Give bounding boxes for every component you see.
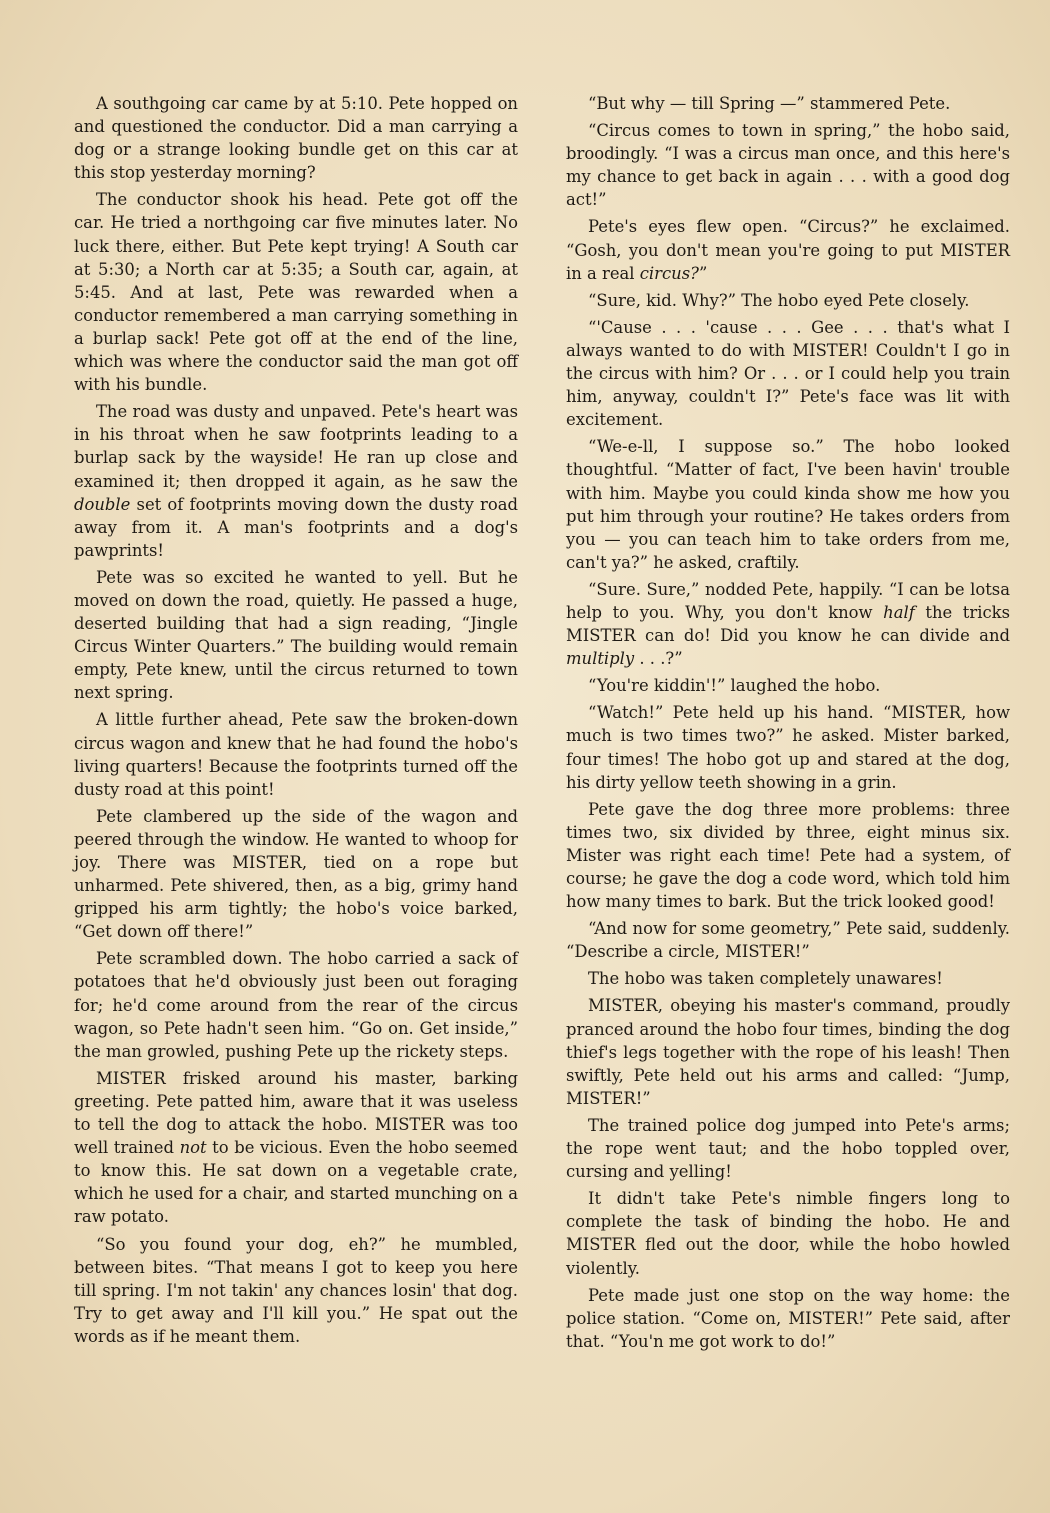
text-run: “So you found your dog, eh?” he mumbled, between bites. “That means I got to keep you here till spring. I'm not takin' any chances losin' that dog. Try to get away and I'll kill you.” He spat out the words as if he meant them. bbox=[74, 1234, 518, 1346]
text-run: to be vicious. Even the hobo seemed to know this. He sat down on a vegetable crate, which he used for a chair, and started munching on a raw potato. bbox=[74, 1138, 518, 1227]
story-paragraph bbox=[74, 805, 518, 944]
text-run: Pete scrambled down. The hobo carried a sack of potatoes that he'd obviously just been out foraging for; he'd come around from the rear of the circus wagon, so Pete hadn't seen him. “Go on. Get inside,” the man growled, pushing Pete up the rickety steps. bbox=[74, 949, 518, 1061]
text-run: “Circus comes to town in spring,” the hobo said, broodingly. “I was a circus man once, and this here's my chance to get back in again . . . with a good dog act!” bbox=[566, 121, 1010, 210]
text-run: the tricks MISTER can do! Did you know he can divide and bbox=[566, 602, 1010, 646]
story-paragraph bbox=[566, 1114, 1010, 1183]
right-text-column bbox=[566, 92, 1010, 1357]
italic-run: half bbox=[883, 602, 915, 622]
italic-run: not bbox=[179, 1138, 207, 1158]
story-paragraph bbox=[566, 1284, 1010, 1353]
left-text-column bbox=[74, 92, 518, 1352]
text-run: “We-e-ll, I suppose so.” The hobo looked thoughtful. “Matter of fact, I've been havin' trouble with him. Maybe you could kinda show me how you put him through your routine? He takes orders from you — you can teach him to take orders from me, can't ya?” he asked, craftily. bbox=[566, 437, 1010, 572]
story-paragraph bbox=[566, 994, 1010, 1109]
text-run: “Sure, kid. Why?” The hobo eyed Pete closely. bbox=[588, 290, 970, 310]
story-paragraph bbox=[566, 917, 1010, 963]
text-run: “You're kiddin'!” laughed the hobo. bbox=[588, 676, 881, 696]
story-paragraph bbox=[74, 1233, 518, 1348]
text-run: The hobo was taken completely unawares! bbox=[588, 969, 943, 989]
story-paragraph bbox=[74, 188, 518, 396]
text-run: Pete clambered up the side of the wagon and peered through the window. He wanted to whoop for joy. There was MISTER, tied on a rope but unharmed. Pete shivered, then, as a big, grimy hand gripped his arm tightly; the hobo's voice barked, “Get down off there!” bbox=[74, 806, 518, 942]
text-run: Pete was so excited he wanted to yell. But he moved on down the road, quietly. He passed a huge, deserted building that had a sign reading, “Jingle Circus Winter Quarters.” The building would remain empty, Pete knew, until the circus returned to town next spring. bbox=[74, 567, 518, 703]
italic-run: circus? bbox=[639, 263, 699, 283]
text-run: The conductor shook his head. Pete got off the car. He tried a northgoing car five minutes later. No luck there, either. But Pete kept trying! A South car at 5:30; a North car at 5:35; a South car, again, at 5:45. And at last, Pete was rewarded when a conductor remembered a man carrying something in a burlap sack! Pete got off at the end of the line, which was where the conductor said the man got off with his bundle. bbox=[74, 190, 518, 395]
text-run: . . .?” bbox=[634, 649, 683, 669]
story-paragraph bbox=[566, 1187, 1010, 1279]
text-run: “And now for some geometry,” Pete said, suddenly. “Describe a circle, MISTER!” bbox=[566, 919, 1010, 962]
text-run: Pete gave the dog three more problems: three times two, six divided by three, eight minus six. Mister was right each time! Pete had a system, of course; he gave the dog a code word, which told him how many times to bark. But the trick looked good! bbox=[566, 799, 1010, 912]
text-run: A southgoing car came by at 5:10. Pete hopped on and questioned the conductor. Did a man carrying a dog or a strange looking bundle get on this car at this stop yesterday morning? bbox=[74, 94, 518, 183]
story-paragraph bbox=[74, 947, 518, 1062]
italic-run: multiply bbox=[566, 649, 635, 669]
story-paragraph bbox=[566, 967, 1010, 990]
text-run: The trained police dog jumped into Pete's arms; the rope went taut; and the hobo toppled over, cursing and yelling! bbox=[566, 1115, 1010, 1182]
text-run: “But why — till Spring —” stammered Pete. bbox=[588, 94, 951, 113]
story-paragraph bbox=[74, 566, 518, 705]
text-run: “Watch!” Pete held up his hand. “MISTER, how much is two times two?” he asked. Mister barked, four times! The hobo got up and stared at the dog, his dirty yellow teeth showing in a grin. bbox=[566, 703, 1010, 792]
story-paragraph bbox=[566, 435, 1010, 574]
story-paragraph bbox=[74, 708, 518, 800]
story-paragraph bbox=[566, 674, 1010, 697]
story-paragraph bbox=[566, 215, 1010, 284]
text-run: The road was dusty and unpaved. Pete's heart was in his throat when he saw footprints leading to a burlap sack by the wayside! He ran up close and examined it; then dropped it again, as he saw the bbox=[74, 402, 518, 491]
text-run: ” bbox=[698, 263, 708, 283]
story-paragraph bbox=[566, 119, 1010, 211]
text-run: It didn't take Pete's nimble fingers long to complete the task of binding the hobo. He and MISTER fled out the door, while the hobo howled violently. bbox=[566, 1189, 1010, 1278]
text-run: MISTER, obeying his master's command, proudly pranced around the hobo four times, binding the dog thief's legs together with the rope of his leash! Then swiftly, Pete held out his arms and called: “Jump, MISTER!” bbox=[566, 996, 1010, 1108]
story-paragraph bbox=[566, 316, 1010, 431]
story-paragraph bbox=[566, 578, 1010, 670]
story-paragraph bbox=[566, 701, 1010, 793]
story-paragraph bbox=[566, 798, 1010, 913]
italic-run: double bbox=[74, 494, 131, 514]
story-paragraph bbox=[74, 400, 518, 562]
text-run: Pete's eyes flew open. “Circus?” he exclaimed. “Gosh, you don't mean you're going to put MISTER in a real bbox=[566, 217, 1010, 283]
text-run: Pete made just one stop on the way home: the police station. “Come on, MISTER!” Pete said, after that. “You'n me got work to do!” bbox=[566, 1285, 1010, 1351]
story-paragraph bbox=[74, 1067, 518, 1229]
story-paragraph bbox=[566, 289, 1010, 312]
story-paragraph bbox=[74, 92, 518, 184]
text-run: A little further ahead, Pete saw the broken-down circus wagon and knew that he had found the hobo's living quarters! Because the footprints turned off the dusty road at this point! bbox=[74, 710, 518, 799]
text-run: set of footprints moving down the dusty road away from it. A man's footprints and a dog's pawprints! bbox=[74, 494, 518, 560]
text-run: “'Cause . . . 'cause . . . Gee . . . that's what I always wanted to do with MISTER! Couldn't I go in the circus with him? Or . . . or I could help you train him, anyway, couldn't I?” Pete's face was lit with excitement. bbox=[566, 317, 1010, 430]
text-run: MISTER frisked around his master, barking greeting. Pete patted him, aware that it was useless to tell the dog to attack the hobo. MISTER was too well trained bbox=[74, 1068, 518, 1158]
story-paragraph bbox=[566, 92, 1010, 115]
text-run: “Sure. Sure,” nodded Pete, happily. “I can be lotsa help to you. Why, you don't know bbox=[566, 579, 1010, 622]
